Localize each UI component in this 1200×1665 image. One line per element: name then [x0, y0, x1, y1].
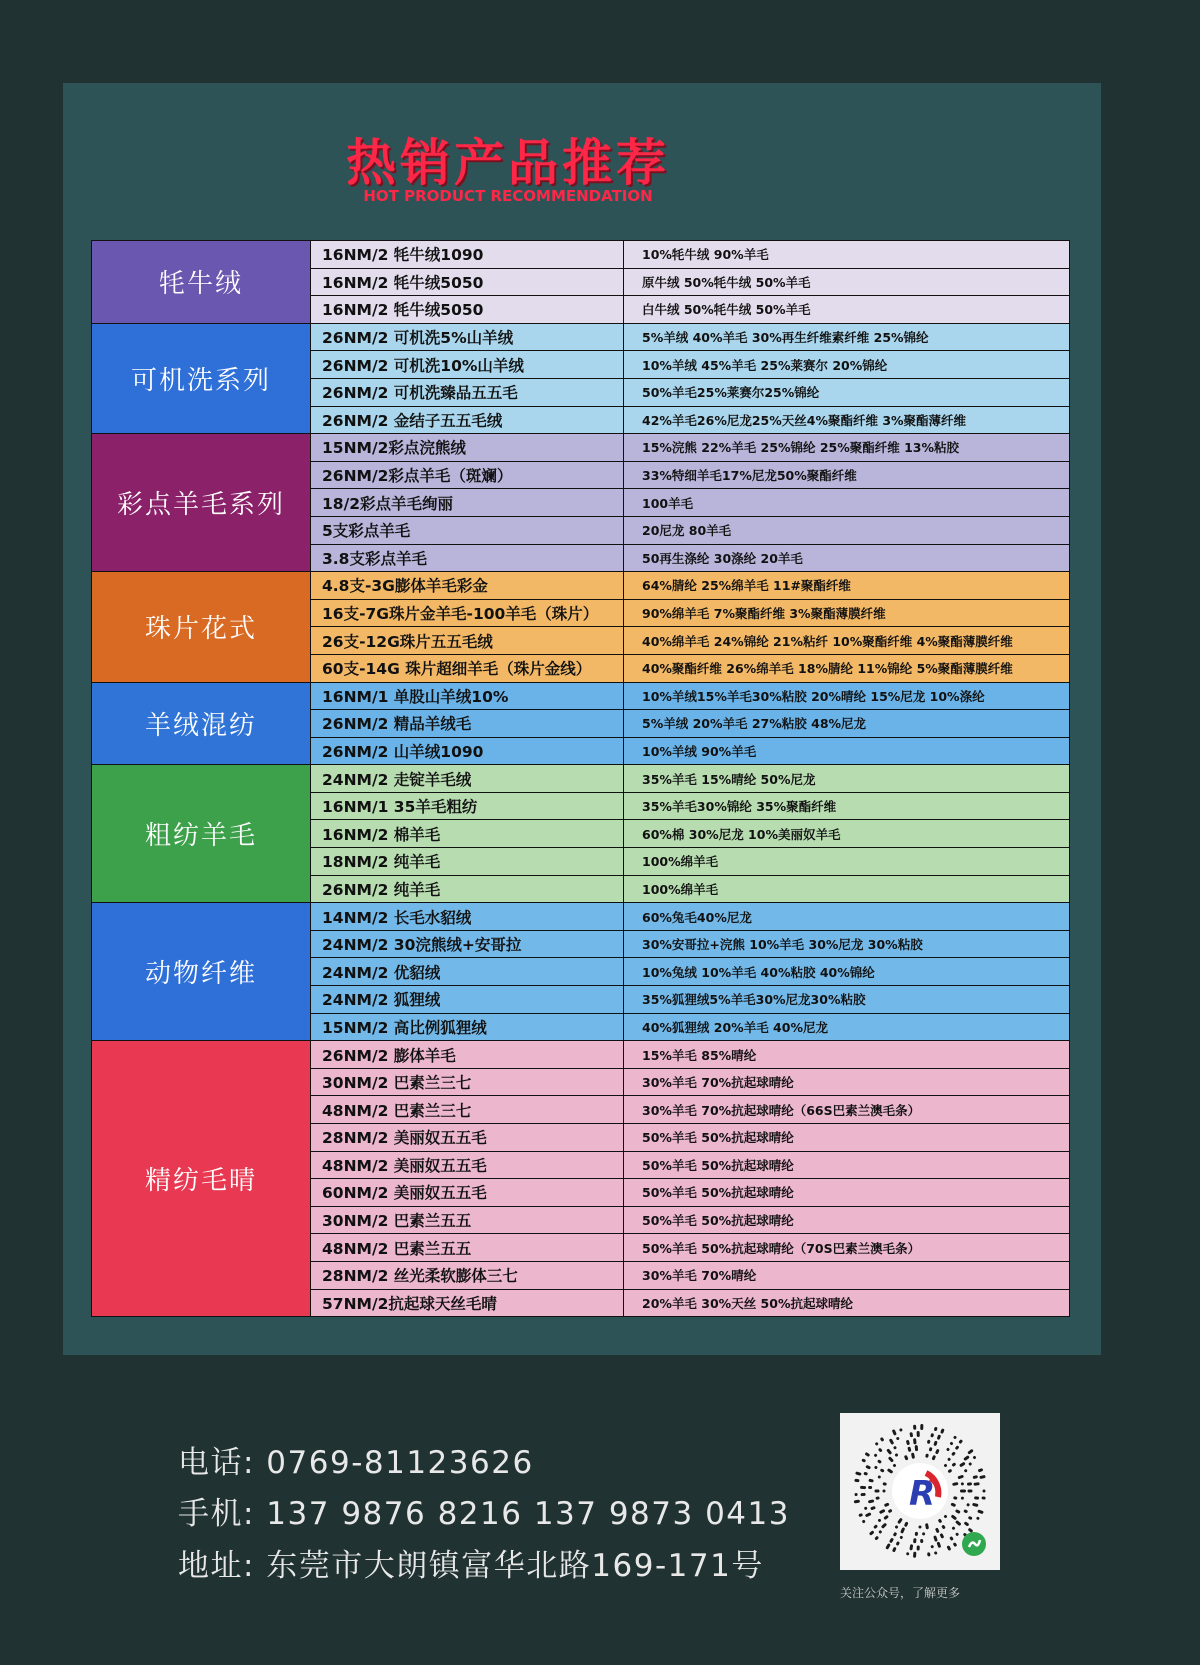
product-composition: 10%羊绒 45%羊毛 25%莱赛尔 20%锦纶 [624, 351, 1070, 379]
product-name: 26NM/2彩点羊毛（斑斓） [311, 461, 624, 489]
product-composition: 10%羊绒15%羊毛30%粘胶 20%晴纶 15%尼龙 10%涤纶 [624, 682, 1070, 710]
product-composition: 50%羊毛 50%抗起球晴纶 [624, 1179, 1070, 1207]
category-label: 粗纺羊毛 [92, 765, 311, 903]
product-composition: 35%狐狸绒5%羊毛30%尼龙30%粘胶 [624, 986, 1070, 1014]
product-composition: 60%棉 30%尼龙 10%美丽奴羊毛 [624, 820, 1070, 848]
product-composition: 10%兔绒 10%羊毛 40%粘胶 40%锦纶 [624, 958, 1070, 986]
product-composition: 35%羊毛30%锦纶 35%聚酯纤维 [624, 792, 1070, 820]
category-label: 可机洗系列 [92, 323, 311, 433]
product-name: 30NM/2 巴素兰五五 [311, 1206, 624, 1234]
product-row [92, 323, 1070, 351]
mini-program-code-icon [840, 1413, 1000, 1570]
product-composition: 30%羊毛 70%晴纶 [624, 1261, 1070, 1289]
product-name: 14NM/2 长毛水貂绒 [311, 903, 624, 931]
product-composition: 20尼龙 80羊毛 [624, 516, 1070, 544]
product-row [92, 434, 1070, 462]
product-name: 28NM/2 美丽奴五五毛 [311, 1124, 624, 1152]
product-composition: 15%浣熊 22%羊毛 25%锦纶 25%聚酯纤维 13%粘胶 [624, 434, 1070, 462]
product-name: 26NM/2 可机洗臻品五五毛 [311, 378, 624, 406]
product-composition: 33%特细羊毛17%尼龙50%聚酯纤维 [624, 461, 1070, 489]
product-name: 57NM/2抗起球天丝毛晴 [311, 1289, 624, 1317]
product-composition: 40%绵羊毛 24%锦纶 21%粘纤 10%聚酯纤维 4%聚酯薄膜纤维 [624, 627, 1070, 655]
product-composition: 60%兔毛40%尼龙 [624, 903, 1070, 931]
product-composition: 40%聚酯纤维 26%绵羊毛 18%腈纶 11%锦纶 5%聚酯薄膜纤维 [624, 654, 1070, 682]
product-name: 24NM/2 30浣熊绒+安哥拉 [311, 930, 624, 958]
product-name: 16NM/2 棉羊毛 [311, 820, 624, 848]
product-composition: 30%羊毛 70%抗起球晴纶（66S巴素兰澳毛条） [624, 1096, 1070, 1124]
contact-phone: 电话: 0769-81123626 [178, 1445, 534, 1481]
product-row [92, 241, 1070, 269]
product-composition: 35%羊毛 15%晴纶 50%尼龙 [624, 765, 1070, 793]
product-name: 15NM/2 高比例狐狸绒 [311, 1013, 624, 1041]
contact-address: 地址: 东莞市大朗镇富华北路169-171号 [178, 1548, 764, 1584]
product-name: 16NM/2 牦牛绒1090 [311, 241, 624, 269]
product-name: 48NM/2 美丽奴五五毛 [311, 1151, 624, 1179]
product-composition: 50%羊毛 50%抗起球晴纶 [624, 1206, 1070, 1234]
product-name: 26NM/2 膨体羊毛 [311, 1041, 624, 1069]
product-name: 16NM/2 牦牛绒5050 [311, 296, 624, 324]
product-name: 4.8支-3G膨体羊毛彩金 [311, 572, 624, 600]
contact-mobile: 手机: 137 9876 8216 137 9873 0413 [178, 1496, 790, 1532]
product-composition: 30%羊毛 70%抗起球晴纶 [624, 1068, 1070, 1096]
product-name: 60NM/2 美丽奴五五毛 [311, 1179, 624, 1207]
product-name: 26NM/2 可机洗10%山羊绒 [311, 351, 624, 379]
product-table [91, 240, 1070, 1317]
page-subtitle: HOT PRODUCT RECOMMENDATION [363, 187, 653, 205]
product-name: 26NM/2 纯羊毛 [311, 875, 624, 903]
product-composition: 100%绵羊毛 [624, 848, 1070, 876]
product-composition: 白牛绒 50%牦牛绒 50%羊毛 [624, 296, 1070, 324]
product-name: 60支-14G 珠片超细羊毛（珠片金线） [311, 654, 624, 682]
product-composition: 64%腈纶 25%绵羊毛 11#聚酯纤维 [624, 572, 1070, 600]
product-composition: 5%羊绒 20%羊毛 27%粘胶 48%尼龙 [624, 710, 1070, 738]
product-name: 15NM/2彩点浣熊绒 [311, 434, 624, 462]
qr-code[interactable] [840, 1413, 1000, 1570]
product-name: 24NM/2 优貂绒 [311, 958, 624, 986]
product-composition: 100%绵羊毛 [624, 875, 1070, 903]
category-label: 动物纤维 [92, 903, 311, 1041]
product-name: 26NM/2 金结子五五毛绒 [311, 406, 624, 434]
qr-logo-letter: R [909, 1474, 936, 1514]
product-name: 28NM/2 丝光柔软膨体三七 [311, 1261, 624, 1289]
product-composition: 15%羊毛 85%晴纶 [624, 1041, 1070, 1069]
product-name: 26NM/2 精品羊绒毛 [311, 710, 624, 738]
category-label: 羊绒混纺 [92, 682, 311, 765]
product-name: 26支-12G珠片五五毛绒 [311, 627, 624, 655]
product-name: 18/2彩点羊毛绚丽 [311, 489, 624, 517]
category-label: 牦牛绒 [92, 241, 311, 324]
product-name: 48NM/2 巴素兰五五 [311, 1234, 624, 1262]
product-name: 24NM/2 狐狸绒 [311, 986, 624, 1014]
product-composition: 50%羊毛 50%抗起球晴纶（70S巴素兰澳毛条） [624, 1234, 1070, 1262]
category-label: 精纺毛晴 [92, 1041, 311, 1317]
qr-caption: 关注公众号，了解更多 [840, 1586, 961, 1600]
product-row [92, 903, 1070, 931]
product-name: 5支彩点羊毛 [311, 516, 624, 544]
product-name: 26NM/2 山羊绒1090 [311, 737, 624, 765]
product-composition: 20%羊毛 30%天丝 50%抗起球晴纶 [624, 1289, 1070, 1317]
product-name: 16支-7G珠片金羊毛-100羊毛（珠片） [311, 599, 624, 627]
product-composition: 原牛绒 50%牦牛绒 50%羊毛 [624, 268, 1070, 296]
product-name: 26NM/2 可机洗5%山羊绒 [311, 323, 624, 351]
category-label: 彩点羊毛系列 [92, 434, 311, 572]
product-composition: 40%狐狸绒 20%羊毛 40%尼龙 [624, 1013, 1070, 1041]
product-composition: 50再生涤纶 30涤纶 20羊毛 [624, 544, 1070, 572]
product-name: 18NM/2 纯羊毛 [311, 848, 624, 876]
product-composition: 50%羊毛 50%抗起球晴纶 [624, 1124, 1070, 1152]
product-composition: 5%羊绒 40%羊毛 30%再生纤维素纤维 25%锦纶 [624, 323, 1070, 351]
product-row [92, 765, 1070, 793]
product-name: 48NM/2 巴素兰三七 [311, 1096, 624, 1124]
product-name: 16NM/2 牦牛绒5050 [311, 268, 624, 296]
page-title: 热销产品推荐 [346, 134, 670, 192]
product-name: 24NM/2 走锭羊毛绒 [311, 765, 624, 793]
category-label: 珠片花式 [92, 572, 311, 682]
product-composition: 50%羊毛25%莱赛尔25%锦纶 [624, 378, 1070, 406]
product-row [92, 572, 1070, 600]
product-composition: 10%牦牛绒 90%羊毛 [624, 241, 1070, 269]
product-composition: 90%绵羊毛 7%聚酯纤维 3%聚酯薄膜纤维 [624, 599, 1070, 627]
product-panel [63, 83, 1101, 1355]
product-row [92, 682, 1070, 710]
product-name: 3.8支彩点羊毛 [311, 544, 624, 572]
product-name: 16NM/1 单股山羊绒10% [311, 682, 624, 710]
product-composition: 30%安哥拉+浣熊 10%羊毛 30%尼龙 30%粘胶 [624, 930, 1070, 958]
product-composition: 50%羊毛 50%抗起球晴纶 [624, 1151, 1070, 1179]
product-composition: 10%羊绒 90%羊毛 [624, 737, 1070, 765]
product-name: 16NM/1 35羊毛粗纺 [311, 792, 624, 820]
product-row [92, 1041, 1070, 1069]
product-composition: 100羊毛 [624, 489, 1070, 517]
product-composition: 42%羊毛26%尼龙25%天丝4%聚酯纤维 3%聚酯薄纤维 [624, 406, 1070, 434]
product-name: 30NM/2 巴素兰三七 [311, 1068, 624, 1096]
